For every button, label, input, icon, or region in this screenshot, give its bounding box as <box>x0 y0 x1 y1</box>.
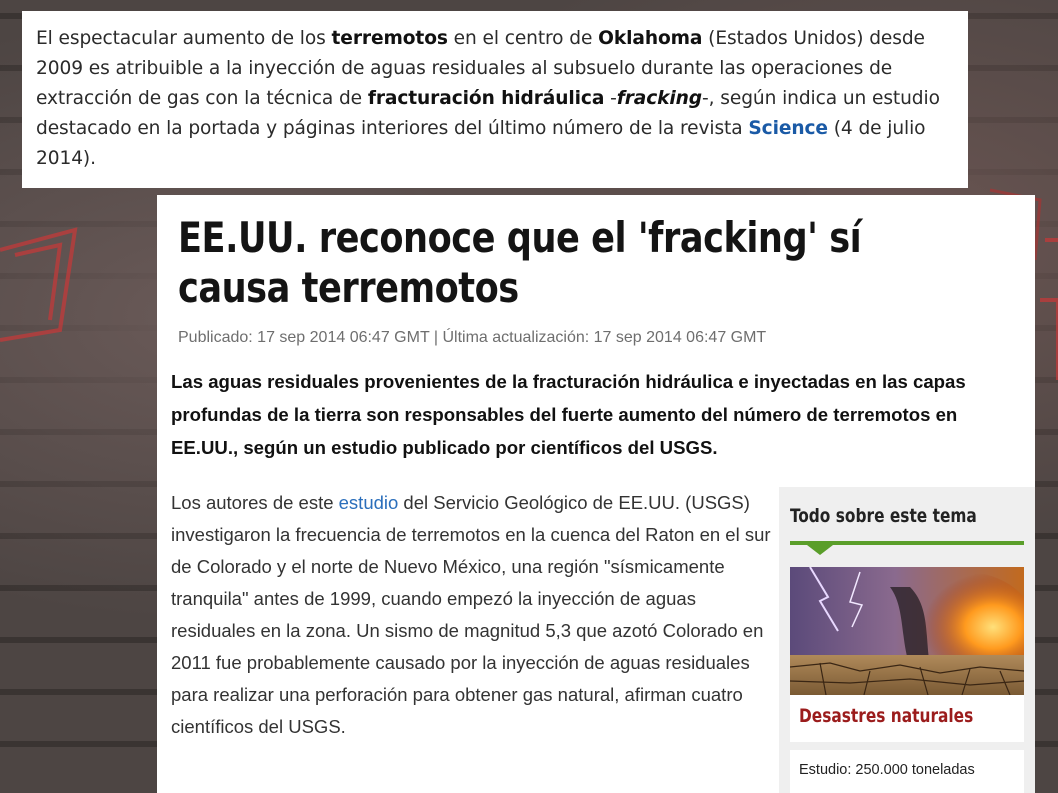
science-link[interactable]: Science <box>748 118 828 139</box>
article-headline: EE.UU. reconoce que el 'fracking' sí causa terremotos <box>178 213 862 312</box>
sidebar-arrow-icon <box>807 545 833 555</box>
disaster-image <box>790 567 1024 695</box>
excerpt-text: El espectacular aumento de los terremotos en el centro de Oklahoma (Estados Unidos) desde 2009 es atribuible a la inyección de aguas residuales al subsuelo durante las operaciones de extracción de gas con la técnica de fracturación hidráulica -fracking-, según indica un estudio destacado en la portada y páginas interiores del último número de la revista Science (4 de julio 2014). <box>36 28 940 169</box>
publish-date: Publicado: 17 sep 2014 06:47 GMT | Última actualización: 17 sep 2014 06:47 GMT <box>178 329 767 346</box>
excerpt-clipping <box>22 11 968 188</box>
related-topic-title[interactable]: Desastres naturales <box>799 705 974 727</box>
article-body: Los autores de este estudio del Servicio Geológico de EE.UU. (USGS) investigaron la frecuencia de terremotos en la cuenca del Raton en el sur de Colorado y el norte de Nuevo México, una región "sísmicamente tranquila" antes de 1999, cuando empezó la inyección de aguas residuales en la zona. Un sismo de magnitud 5,3 que azotó Colorado en 2011 fue probablemente causado por la inyección de aguas residuales para realizar una perforación para obtener gas natural, afirman cuatro científicos del USGS. <box>171 492 771 737</box>
related-topic-card[interactable] <box>790 567 1024 742</box>
related-story-text[interactable]: Estudio: 250.000 toneladas <box>799 762 975 778</box>
article-clipping <box>157 195 1035 793</box>
article-lead: Las aguas residuales provenientes de la fracturación hidráulica e inyectadas en las capas profundas de la tierra son responsables del fuerte aumento del número de terremotos en EE.UU., según un estudio publicado por científicos del USGS. <box>171 371 966 458</box>
related-story-item[interactable] <box>790 750 1024 793</box>
sidebar-title: Todo sobre este tema <box>790 505 977 527</box>
related-sidebar <box>779 487 1035 793</box>
study-link[interactable]: estudio <box>338 492 399 513</box>
